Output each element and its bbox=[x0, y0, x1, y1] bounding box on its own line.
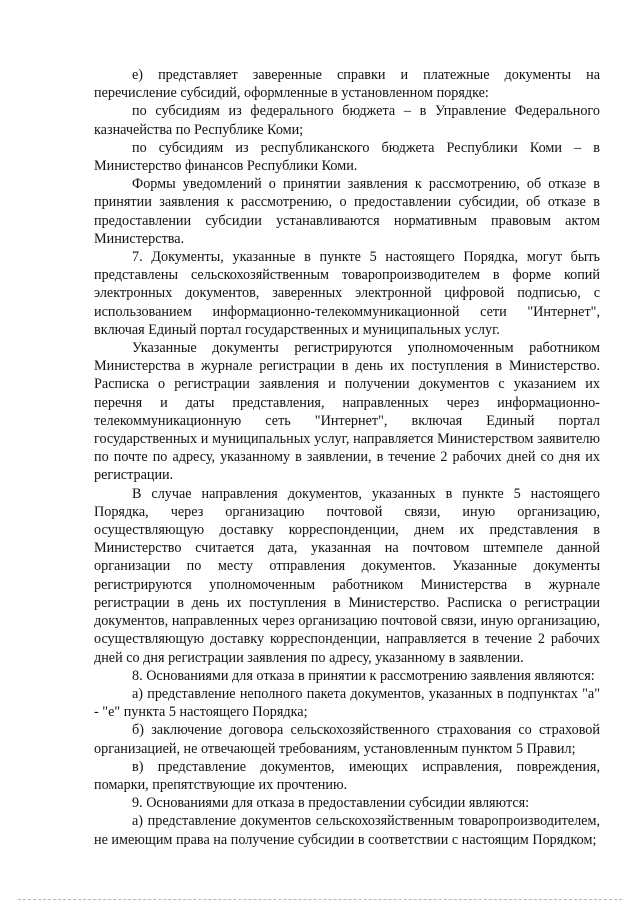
paragraph-8a-incomplete-package: а) представление неполного пакета документов, указанных в подпунктах "а" - "е" пункта 5 настоящего Порядка; bbox=[94, 685, 600, 721]
paragraph-7-electronic-documents: 7. Документы, указанные в пункте 5 настоящего Порядка, могут быть представлены сельскохозяйственным товаропроизводителем в форме копий электронных документов, заверенных электронной цифровой подписью, с использованием информационно-телекоммуникационной сети "Интернет", включая Единый портал государственных и муниципальных услуг. bbox=[94, 249, 600, 338]
paragraph-registration: Указанные документы регистрируются уполномоченным работником Министерства в журнале регистрации в день их поступления в Министерство. Расписка о регистрации заявления и получении документов с указанием их перечня и даты представления, направленных через информационно-телекоммуникационную сеть "Интернет", включая Единый портал государственных и муниципальных услуг, направляется Министерством заявителю по почте по адресу, указанному в заявлении, в течение 2 рабочих дней со дня их регистрации. bbox=[94, 340, 600, 484]
document-body bbox=[94, 66, 600, 849]
paragraph-notification-forms: Формы уведомлений о принятии заявления к рассмотрению, об отказе в принятии заявления к рассмотрению, о предоставлении субсидии, об отказе в предоставлении субсидии устанавливаются нормативным правовым актом Министерства. bbox=[94, 176, 600, 247]
paragraph-8-refusal-grounds: 8. Основаниями для отказа в принятии к рассмотрению заявления являются: bbox=[132, 667, 595, 684]
paragraph-8c-damaged-documents: в) представление документов, имеющих исправления, повреждения, помарки, препятствующие их прочтению. bbox=[94, 758, 600, 793]
paragraph-8b-insurance-contract: б) заключение договора сельскохозяйственного страхования со страховой организацией, не отвечающей требованиям, установленным пунктом 5 Правил; bbox=[94, 722, 600, 757]
page-bottom-divider bbox=[18, 899, 622, 900]
paragraph-9-subsidy-refusal-grounds: 9. Основаниями для отказа в предоставлении субсидии являются: bbox=[132, 795, 530, 812]
paragraph-postal-delivery: В случае направления документов, указанных в пункте 5 настоящего Порядка, через организацию почтовой связи, иную организацию, осуществляющую доставку корреспонденции, днем их представления в Министерство считается дата, указанная на почтовом штемпеле данной организации по месту отправления документов. Указанные документы регистрируются уполномоченным работником Министерства в журнале регистрации в день их поступления в Министерство. Расписка о регистрации документов, направленных через организацию почтовой связи, иную организацию, осуществляющую доставку корреспонденции, направляется в течение 2 рабочих дней со дня регистрации заявления по адресу, указанному в заявлении. bbox=[94, 485, 600, 666]
paragraph-e-payment-documents: е) представляет заверенные справки и платежные документы на перечисление субсидий, оформленные в установленном порядке: bbox=[94, 67, 600, 102]
paragraph-federal-subsidies: по субсидиям из федерального бюджета – в Управление Федерального казначейства по Республике Коми; bbox=[94, 103, 600, 138]
paragraph-republic-subsidies: по субсидиям из республиканского бюджета Республики Коми – в Министерство финансов Республики Коми. bbox=[94, 139, 600, 175]
paragraph-9a-no-right: а) представление документов сельскохозяйственным товаропроизводителем, не имеющим права на получение субсидии в соответствии с настоящим Порядком; bbox=[94, 813, 600, 848]
